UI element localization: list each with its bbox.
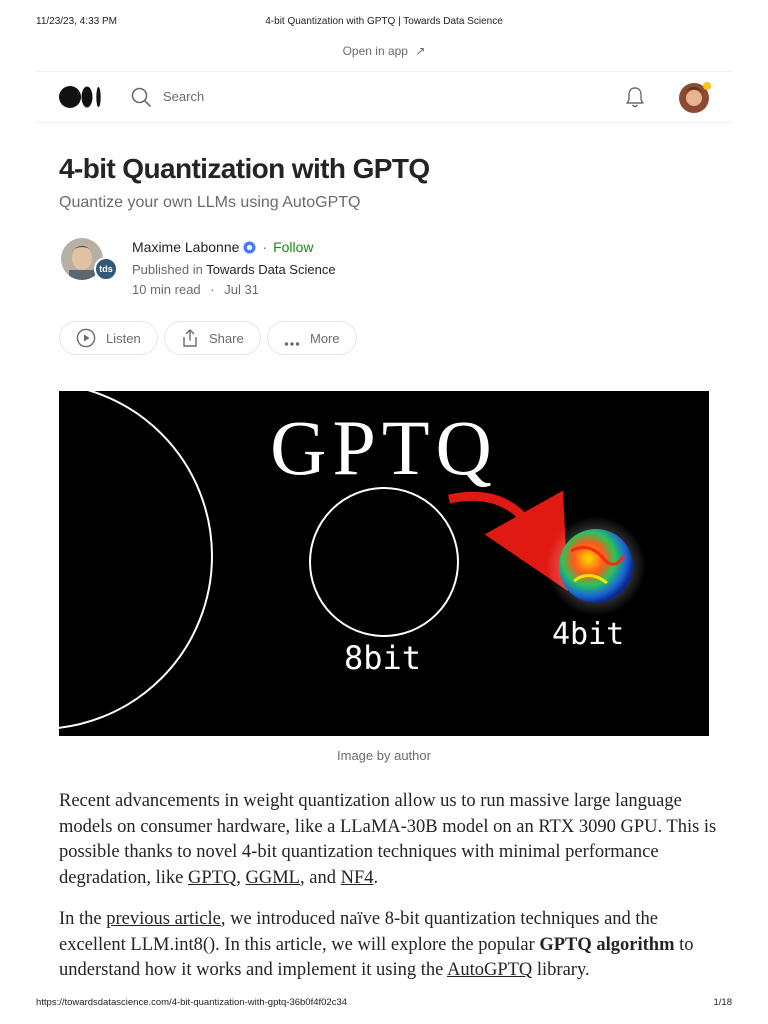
- listen-label: Listen: [106, 330, 141, 346]
- hero-label-8bit: 8bit: [344, 639, 422, 677]
- article-subtitle: Quantize your own LLMs using AutoGPTQ: [59, 194, 361, 211]
- publish-date: Jul 31: [224, 282, 259, 297]
- user-avatar[interactable]: [678, 81, 712, 115]
- print-page-title: 4-bit Quantization with GPTQ | Towards Data Science: [265, 16, 503, 27]
- medium-logo-icon[interactable]: [59, 86, 103, 108]
- article-title: 4-bit Quantization with GPTQ: [59, 153, 430, 184]
- link-gptq[interactable]: GPTQ: [187, 867, 237, 888]
- publication-badge[interactable]: tds: [94, 257, 118, 281]
- nav-divider: [36, 122, 732, 123]
- listen-button[interactable]: [59, 321, 158, 355]
- p2-text-3: to understand how it works and implement it using the: [59, 934, 694, 980]
- publication-link[interactable]: Towards Data Science: [206, 262, 336, 277]
- more-button[interactable]: [267, 321, 357, 355]
- print-datetime: 11/23/23, 4:33 PM: [36, 16, 117, 27]
- hero-title-text: GPTQ: [270, 404, 498, 491]
- p2-bold-gptq: GPTQ algorithm: [539, 934, 675, 955]
- p1-text-4: .: [373, 867, 379, 888]
- body-paragraph-2: [59, 907, 719, 984]
- dot-separator: ·: [262, 239, 268, 255]
- verified-badge-icon: [243, 241, 256, 254]
- link-autogptq[interactable]: AutoGPTQ: [446, 960, 533, 980]
- share-label: Share: [209, 330, 244, 346]
- meta-line: [132, 282, 259, 297]
- image-caption: Image by author: [337, 748, 431, 763]
- external-arrow-icon: ↗: [415, 44, 426, 58]
- p1-text-2: ,: [236, 867, 246, 888]
- open-in-app-link[interactable]: [0, 44, 768, 58]
- top-divider: [36, 71, 732, 72]
- share-button[interactable]: [164, 321, 261, 355]
- print-footer-url: https://towardsdatascience.com/4-bit-quantization-with-gptq-36b0f4f02c34: [36, 997, 348, 1008]
- more-label: More: [310, 330, 340, 346]
- p1-text-3: , and: [300, 867, 341, 888]
- body-paragraph-1: [59, 789, 719, 891]
- print-page-number: 1/18: [713, 997, 732, 1008]
- author-line: [132, 239, 314, 255]
- search-input[interactable]: Search: [163, 89, 205, 104]
- published-in-prefix: Published in: [132, 262, 203, 277]
- play-icon: [76, 328, 96, 348]
- hero-label-4bit: 4bit: [552, 617, 625, 652]
- bell-icon[interactable]: [624, 85, 646, 109]
- link-nf4[interactable]: NF4: [340, 867, 374, 888]
- link-previous-article[interactable]: previous article: [106, 909, 221, 929]
- meta-dot: ·: [210, 282, 215, 297]
- author-name[interactable]: Maxime Labonne: [132, 239, 240, 255]
- share-icon: [181, 328, 199, 348]
- p2-text-2: , we introduced naïve 8-bit quantization techniques and the excellent LLM.int8(). In this article, we will explore the popular: [59, 909, 659, 955]
- published-in-line: [132, 262, 336, 277]
- follow-link[interactable]: Follow: [273, 239, 314, 255]
- p1-text-1: Recent advancements in weight quantization allow us to run massive large language models on consumer hardware, like a LLaMA-30B model on an RTX 3090 GPU. This is possible thanks to novel 4-bit quantization techniques with minimal performance degradation, like: [59, 791, 717, 888]
- link-ggml[interactable]: GGML: [245, 867, 300, 888]
- search-icon[interactable]: [130, 86, 152, 108]
- read-time: 10 min read: [132, 282, 201, 297]
- more-dots-icon: [284, 335, 300, 341]
- p2-text-4: library.: [532, 960, 590, 980]
- hero-image: [59, 391, 709, 736]
- p2-text-1: In the: [59, 909, 107, 929]
- open-in-app-label: Open in app: [342, 44, 408, 58]
